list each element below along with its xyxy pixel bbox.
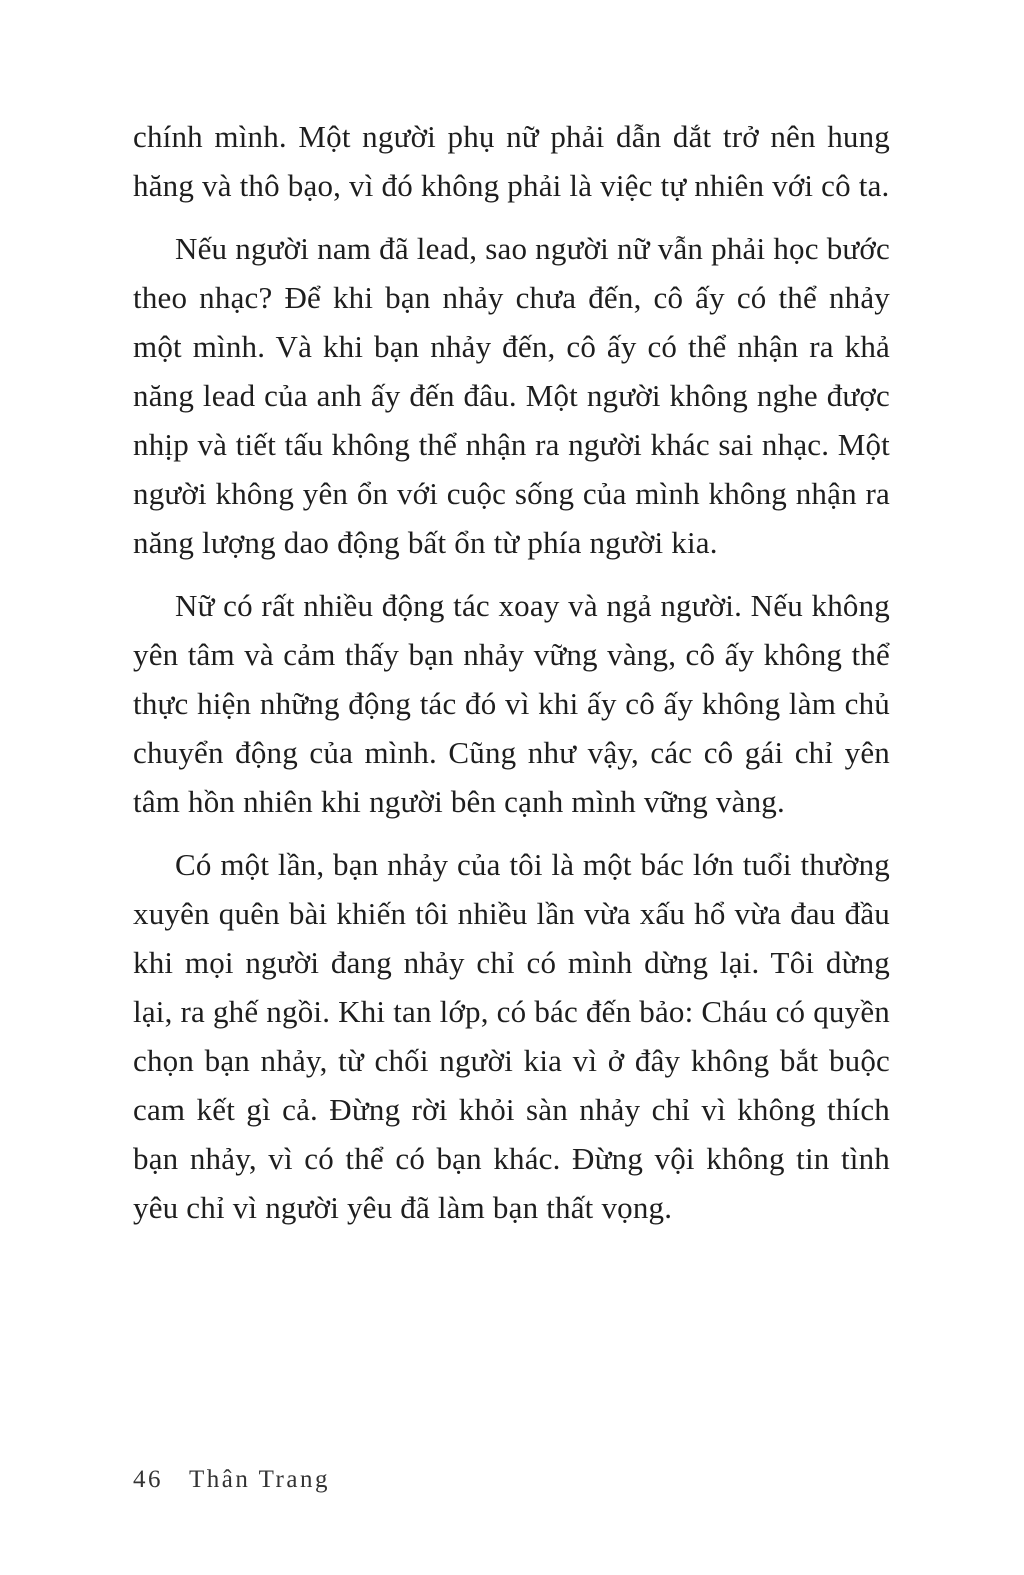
paragraph: Nếu người nam đã lead, sao người nữ vẫn phải học bước theo nhạc? Để khi bạn nhảy chưa đến, cô ấy có thể nhảy một mình. Và khi bạn nhảy đến, cô ấy có thể nhận ra khả năng lead của anh ấy đến đâu. Một người không nghe được nhịp và tiết tấu không thể nhận ra người khác sai nhạc. Một người không yên ổn với cuộc sống của mình không nhận ra năng lượng dao động bất ổn từ phía người kia. bbox=[133, 231, 890, 560]
running-footer-title: Thân Trang bbox=[189, 1466, 330, 1493]
paragraph: Có một lần, bạn nhảy của tôi là một bác lớn tuổi thường xuyên quên bài khiến tôi nhiều lần vừa xấu hổ vừa đau đầu khi mọi người đang nhảy chỉ có mình dừng lại. Tôi dừng lại, ra ghế ngồi. Khi tan lớp, có bác đến bảo: Cháu có quyền chọn bạn nhảy, từ chối người kia vì ở đây không bắt buộc cam kết gì cả. Đừng rời khỏi sàn nhảy chỉ vì không thích bạn nhảy, vì có thể có bạn khác. Đừng vội không tin tình yêu chỉ vì người yêu đã làm bạn thất vọng. bbox=[133, 847, 890, 1225]
page-footer bbox=[133, 1466, 330, 1494]
page-number: 46 bbox=[133, 1466, 163, 1493]
paragraph: chính mình. Một người phụ nữ phải dẫn dắt trở nên hung hăng và thô bạo, vì đó không phải là việc tự nhiên với cô ta. bbox=[133, 119, 890, 203]
paragraph: Nữ có rất nhiều động tác xoay và ngả người. Nếu không yên tâm và cảm thấy bạn nhảy vững vàng, cô ấy không thể thực hiện những động tác đó vì khi ấy cô ấy không làm chủ chuyển động của mình. Cũng như vậy, các cô gái chỉ yên tâm hồn nhiên khi người bên cạnh mình vững vàng. bbox=[133, 588, 890, 819]
body-text bbox=[133, 112, 890, 1246]
